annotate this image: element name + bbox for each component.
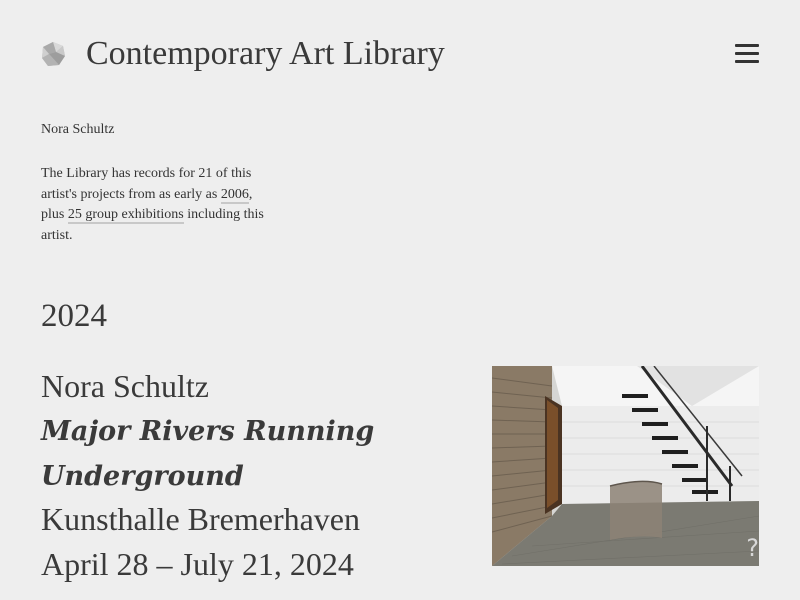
summary-text-start: The Library has records for 21 of this artist's projects from as early as (41, 166, 252, 202)
exhibition-entry[interactable] (41, 364, 471, 587)
hamburger-menu-icon[interactable] (735, 43, 759, 63)
site-title[interactable]: Contemporary Art Library (86, 35, 445, 72)
exhibition-dates: April 28 – July 21, 2024 (41, 546, 354, 582)
artist-name: Nora Schultz (41, 122, 115, 137)
year-2006-link[interactable]: 2006 (220, 186, 249, 202)
group-exhibitions-link[interactable]: 25 group exhibitions (67, 207, 184, 222)
menu-bar (735, 52, 759, 55)
exhibition-artist: Nora Schultz (41, 368, 209, 404)
menu-bar (735, 60, 759, 63)
image-info-icon[interactable]: ? (746, 534, 759, 562)
year-heading: 2024 (41, 298, 107, 334)
artist-summary (41, 164, 276, 246)
summary-text-middle: , plus (41, 186, 253, 222)
exhibition-image[interactable] (492, 366, 759, 566)
menu-bar (735, 44, 759, 47)
exhibition-venue: Kunsthalle Bremerhaven (41, 501, 360, 537)
summary-text-end: including this artist. (41, 207, 264, 243)
exhibition-title[interactable]: Major Rivers Running Underground (41, 416, 375, 492)
faceted-gem-logo-icon[interactable] (41, 41, 66, 67)
